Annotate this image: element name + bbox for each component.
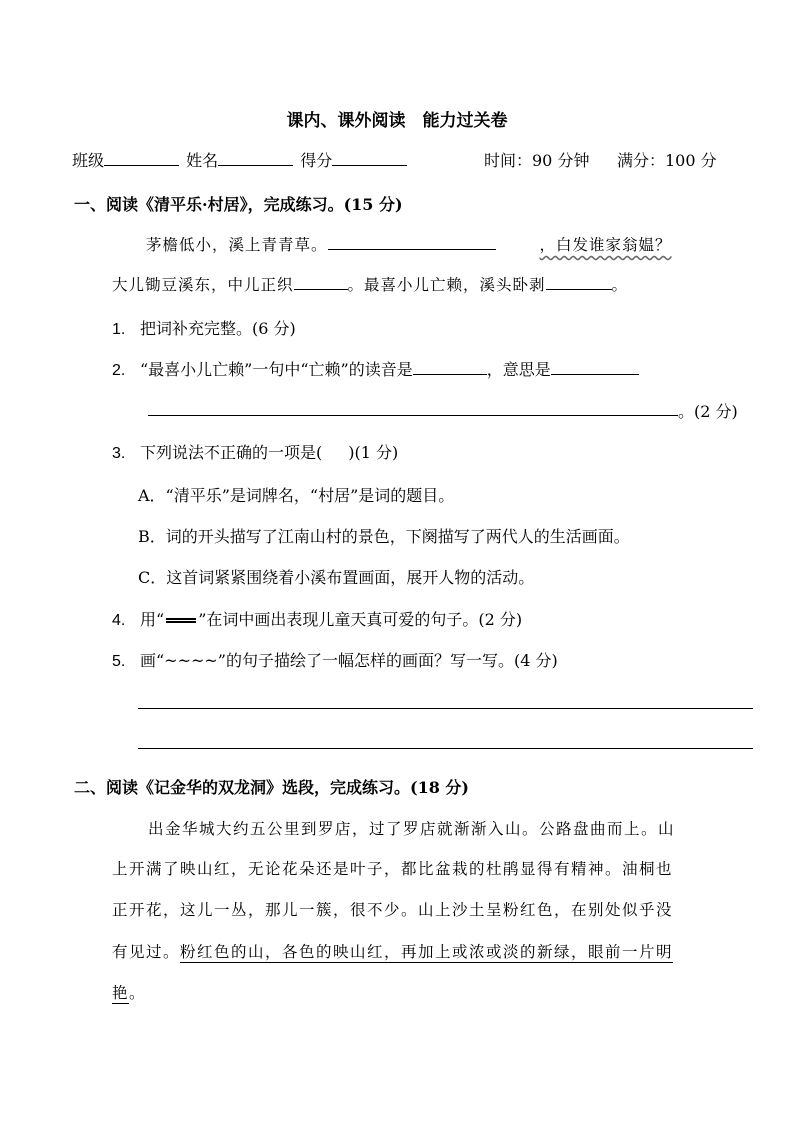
option-c[interactable]: C．这首词紧紧围绕着小溪布置画面，展开人物的活动。 bbox=[138, 568, 535, 587]
q1-text: 把词补充完整。(6 分) bbox=[140, 319, 296, 338]
q5-text: 画“~~~~”的句子描绘了一幅怎样的画面？写一写。(4 分) bbox=[140, 651, 558, 670]
q5-answer-line-2[interactable] bbox=[138, 748, 753, 749]
q2-number: 2. bbox=[112, 362, 126, 379]
passage-line-3: 正开花，这儿一丛，那儿一簇，很不少。山上沙土呈粉红色，在别处似乎没 bbox=[112, 901, 674, 919]
passage-line4-start: 有见过。 bbox=[112, 943, 181, 961]
poem-line-2 bbox=[112, 273, 628, 295]
page-title: 课内、课外阅读 能力过关卷 bbox=[286, 111, 508, 131]
poem-line2-part3: 。 bbox=[611, 276, 629, 294]
name-label: 姓名 bbox=[186, 151, 219, 170]
poem-line2-part2: 。最喜小儿亡赖，溪头卧剥 bbox=[347, 276, 546, 294]
passage-line-2: 上开满了映山红，无论花朵还是叶子，都比盆栽的杜鹃显得有精神。油桐也 bbox=[112, 860, 674, 878]
poem-line2-part1: 大儿锄豆溪东，中儿正织 bbox=[112, 276, 294, 294]
q5-number: 5. bbox=[112, 653, 126, 670]
poem-line-1 bbox=[146, 233, 672, 255]
q4-number: 4. bbox=[112, 612, 126, 629]
q4-text-a: 用“ bbox=[140, 610, 165, 629]
q2-text-a: “最喜小儿亡赖”一句中“亡赖”的读音是 bbox=[140, 360, 413, 379]
underlined-sentence-part1: 粉红色的山，各色的映山红，再加上或浓或淡的新绿，眼前一片明 bbox=[180, 943, 674, 961]
class-blank[interactable] bbox=[104, 149, 179, 166]
poem-blank-3[interactable] bbox=[546, 273, 612, 290]
q3-text-b: )(1 分) bbox=[348, 443, 399, 462]
q2-score: 。(2 分) bbox=[678, 402, 738, 421]
full-marks-label: 满分：100 分 bbox=[617, 151, 717, 170]
q3-number: 3. bbox=[112, 445, 126, 462]
poem-line1-start: 茅檐低小，溪上青青草。 bbox=[146, 236, 328, 254]
q2-text-b: ，意思是 bbox=[486, 360, 551, 379]
passage-line-5 bbox=[112, 981, 146, 1003]
q2-answer-line[interactable] bbox=[148, 415, 678, 416]
question-1 bbox=[112, 316, 296, 339]
question-5 bbox=[112, 648, 558, 671]
poem-blank-2[interactable] bbox=[294, 273, 348, 290]
poem-blank-1[interactable] bbox=[328, 233, 496, 250]
passage-line5-end: 。 bbox=[129, 984, 147, 1002]
option-b[interactable]: B．词的开头描写了江南山村的景色，下阕描写了两代人的生活画面。 bbox=[138, 527, 630, 546]
q3-text-a: 下列说法不正确的一项是( bbox=[140, 443, 323, 462]
time-label: 时间：90 分钟 bbox=[484, 151, 590, 170]
passage-line-4 bbox=[112, 940, 673, 962]
name-blank[interactable] bbox=[218, 149, 293, 166]
section2-heading: 二、阅读《记金华的双龙洞》选段，完成练习。(18 分) bbox=[74, 778, 469, 797]
score-label: 得分 bbox=[300, 151, 333, 170]
class-label: 班级 bbox=[72, 151, 105, 170]
question-2 bbox=[112, 357, 639, 380]
q2-meaning-blank[interactable] bbox=[551, 358, 639, 375]
option-a[interactable]: A．“清平乐”是词牌名，“村居”是词的题目。 bbox=[138, 486, 455, 505]
double-underline-icon bbox=[166, 618, 196, 623]
section1-heading: 一、阅读《清平乐·村居》，完成练习。(15 分) bbox=[74, 195, 403, 214]
poem-line1-end: ，白发谁家翁媪？ bbox=[539, 236, 672, 254]
question-3 bbox=[112, 440, 398, 463]
underlined-sentence-part2: 艳 bbox=[112, 984, 130, 1002]
score-blank[interactable] bbox=[332, 149, 407, 166]
question-4 bbox=[112, 607, 522, 630]
q4-text-b: ”在词中画出表现儿童天真可爱的句子。(2 分) bbox=[198, 610, 523, 629]
header-info-row bbox=[72, 148, 407, 171]
passage-line-1: 出金华城大约五公里到罗店，过了罗店就渐渐入山。公路盘曲而上。山 bbox=[148, 820, 676, 838]
q1-number: 1. bbox=[112, 321, 126, 338]
q2-pronunciation-blank[interactable] bbox=[413, 358, 487, 375]
q5-answer-line-1[interactable] bbox=[138, 708, 753, 709]
